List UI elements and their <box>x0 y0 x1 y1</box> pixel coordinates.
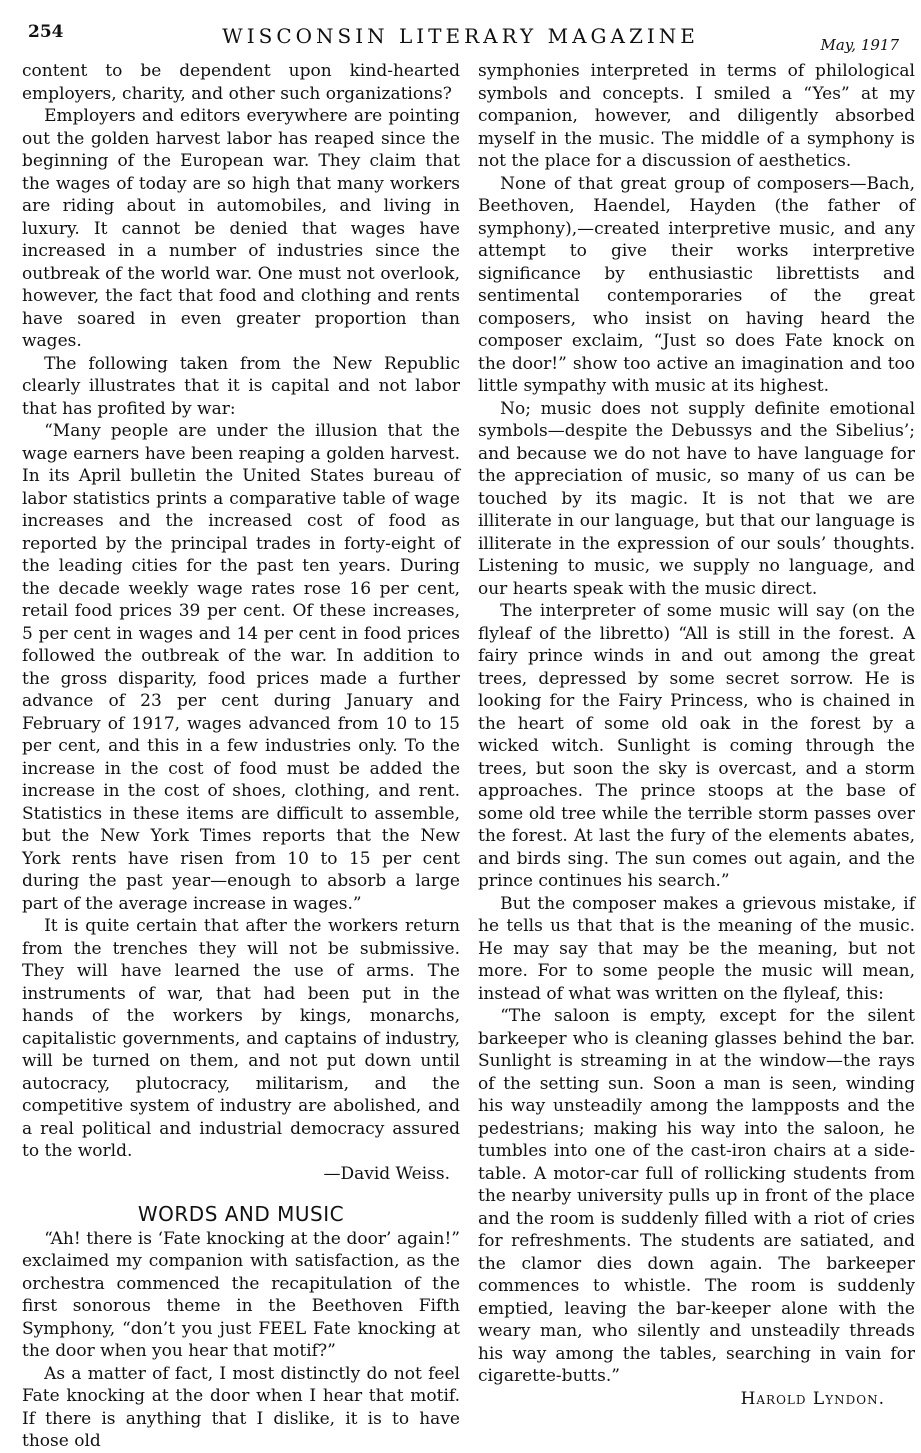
paragraph: But the composer makes a grievous mistake, if he tells us that that is the meaning of the music. He may say that may be the meaning, but not more. For to some people the music will mean, instead of what was written on the flyleaf, this: <box>478 893 915 1004</box>
paragraph: The interpreter of some music will say (on the flyleaf of the libretto) “All is still in the forest. A fairy prince winds in and out among the great trees, depressed by some secret sorrow. He is looking for the Fairy Princess, who is chained in the heart of some old oak in the forest by a wicked witch. Sunlight is coming through the trees, but soon the sky is overcast, and a storm approaches. The prince stoops at the base of some old tree while the terrible storm passes over the forest. At last the fury of the elements abates, and birds sing. The sun comes out again, and the prince continues his search.” <box>478 601 915 891</box>
paragraph: As a matter of fact, I most distinctly do not feel Fate knocking at the door when I hear that motif. If there is anything that I dislike, it is to have those old <box>22 1363 460 1451</box>
page-number: 254 <box>28 22 64 42</box>
paragraph: content to be dependent upon kind-hearted employers, charity, and other such organizations? <box>22 61 460 104</box>
quote-paragraph: “The saloon is empty, except for the silent barkeeper who is cleaning glasses behind the bar. Sunlight is streaming in at the window—the rays of the setting sun. Soon a man is seen, winding his way unsteadily among the lampposts and the pedestrians; making his way into the saloon, he tumbles into one of the cast-iron chairs at a side-table. A motor-car full of rollicking students from the nearby university pulls up in front of the place and the room is suddenly filled with a riot of cries for refreshments. The students are satiated, and the clamor dies down again. The barkeeper commences to whistle. The room is suddenly emptied, leaving the bar-keeper alone with the weary man, who silently and unsteadily threads his way among the tables, searching in vain for cigarette-butts.” <box>478 1006 915 1386</box>
quote-paragraph: “Many people are under the illusion that the wage earners have been reaping a golden harvest. In its April bulletin the United States bureau of labor statistics prints a comparative table of wage increases and the increased cost of food as reported by the principal trades in forty-eight of the leading cities for the past ten years. During the decade weekly wage rates rose 16 per cent, retail food prices 39 per cent. Of these increases, 5 per cent in wages and 14 per cent in food prices followed the outbreak of the war. In addition to the gross disparity, food prices made a further advance of 23 per cent during January and February of 1917, wages advanced from 10 to 15 per cent, and this in a few industries only. To the increase in the cost of food must be added the increase in the cost of shoes, clothing, and rent. Statistics in these items are difficult to assemble, but the New York Times reports that the New York rents have risen from 10 to 15 per cent during the past year—enough to absorb a large part of the average increase in wages.” <box>22 421 460 914</box>
issue-date: May, 1917 <box>820 36 899 54</box>
section-title: WORDS AND MUSIC <box>137 1202 345 1226</box>
right-column <box>478 60 915 1410</box>
paragraph: Employers and editors everywhere are pointing out the golden harvest labor has reaped since the beginning of the European war. They claim that the wages of today are so high that many workers are riding about in automobiles, and living in luxury. It cannot be denied that wages have increased in a number of industries since the outbreak of the world war. One must not overlook, however, the fact that food and clothing and rents have soared in even greater proportion than wages. <box>22 106 460 351</box>
paragraph: No; music does not supply definite emotional symbols—despite the Debussys and the Sibelius’; and because we do not have to have language for the appreciation of music, so many of us can be touched by its magic. It is not that we are illiterate in our language, but that our language is illiterate in the expression of our souls’ thoughts. Listening to music, we supply no language, and our hearts speak with the music direct. <box>478 398 915 599</box>
page-header <box>0 22 921 62</box>
magazine-title: WISCONSIN LITERARY MAGAZINE <box>222 24 699 48</box>
paragraph: symphonies interpreted in terms of philological symbols and concepts. I smiled a “Yes” at my companion, however, and diligently absorbed myself in the music. The middle of a symphony is not the place for a discussion of aesthetics. <box>478 61 915 171</box>
paragraph: None of that great group of composers—Bach, Beethoven, Haendel, Hayden (the father of symphony),—created interpretive music, and any attempt to give their works interpretive significance by enthusiastic librettists and sentimental contemporaries of the great composers, who insist on having heard the composer exclaim, “Just so does Fate knock on the door!” show too active an imagination and too little sympathy with music at its highest. <box>478 173 915 396</box>
left-column <box>22 60 460 1453</box>
paragraph: The following taken from the New Republic clearly illustrates that it is capital and not labor that has profited by war: <box>22 353 460 419</box>
author-signature: —David Weiss. <box>323 1163 450 1184</box>
author-signature: Harold Lyndon. <box>740 1388 885 1409</box>
paragraph: It is quite certain that after the workers return from the trenches they will not be submissive. They will have learned the use of arms. The instruments of war, that had been put in the hands of the workers by kings, monarchs, capitalistic governments, and captains of industry, will be turned on them, and not put down until autocracy, plutocracy, militarism, and the competitive system of industry are abolished, and a real political and industrial democracy assured to the world. <box>22 916 460 1161</box>
paragraph: “Ah! there is ‘Fate knocking at the door’ again!” exclaimed my companion with satisfaction, as the orchestra commenced the recapitulation of the first sonorous theme in the Beethoven Fifth Symphony, “don’t you just FEEL Fate knocking at the door when you hear that motif?” <box>22 1228 460 1361</box>
